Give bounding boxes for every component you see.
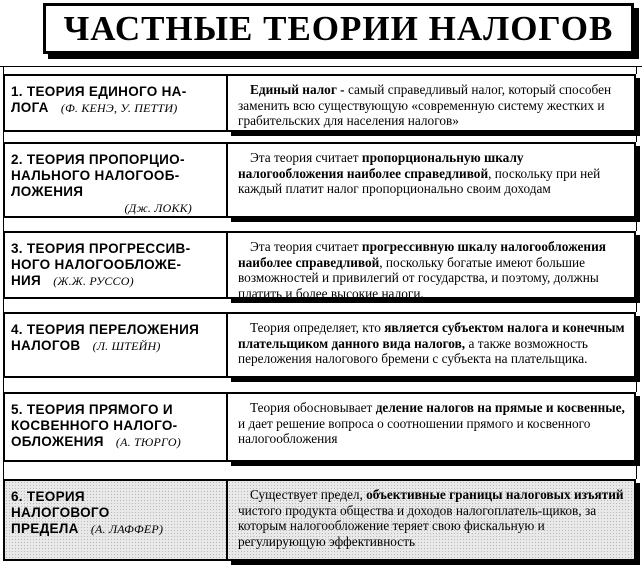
connector-line xyxy=(3,132,4,142)
description-text: , поскольку при ней каждый платит налог пропорционально своим доходам xyxy=(238,165,601,196)
theory-name-cell xyxy=(3,392,227,462)
theory-number: 4. xyxy=(11,322,27,337)
connector-line xyxy=(636,218,637,231)
theory-name-cell xyxy=(3,74,227,132)
theory-author: (А. ТЮРГО) xyxy=(115,435,181,449)
theory-name-line: НАЛЬНОГО НАЛОГООБ- xyxy=(11,168,180,183)
theory-description xyxy=(227,231,636,299)
theory-name-line: ПРЕДЕЛА xyxy=(11,521,79,536)
theory-name-cell xyxy=(3,312,227,378)
theory-name-line: ТЕОРИЯ ПРОПОРЦИО- xyxy=(26,152,185,167)
theory-name-line: ТЕОРИЯ ПЕРЕЛОЖЕНИЯ xyxy=(26,322,200,337)
connector-line xyxy=(636,132,637,142)
connector-line xyxy=(636,378,637,392)
connector-line xyxy=(3,299,4,312)
theory-author: (Л. ШТЕЙН) xyxy=(92,339,161,353)
theory-description xyxy=(227,392,636,462)
theory-description xyxy=(227,479,636,561)
theory-name-line: НИЯ xyxy=(11,273,42,288)
theory-name-line: НАЛОГОВОГО xyxy=(11,505,110,520)
description-text: Теория обосновывает xyxy=(250,400,376,415)
theory-name-line: НАЛОГОВ xyxy=(11,338,81,353)
theory-name-line: ЛОЖЕНИЯ xyxy=(11,184,84,199)
theory-name-line: НОГО НАЛОГООБЛОЖЕ- xyxy=(11,257,182,272)
theory-description xyxy=(227,312,636,378)
description-text: Эта теория считает xyxy=(250,150,362,165)
theory-name-cell xyxy=(3,231,227,299)
theory-number: 5. xyxy=(11,402,27,417)
theory-author: (Ж.Ж. РУССО) xyxy=(53,274,134,288)
theory-author: (Дж. ЛОКК) xyxy=(124,201,192,215)
description-text: , поскольку богатые имеют большие возможностей и привилегий от государства, и поэтому, должны платить и более высокие налоги. xyxy=(238,254,599,301)
description-emphasis: деление налогов на прямые и косвенные, xyxy=(375,400,625,415)
description-text: Теория определяет, кто xyxy=(250,320,385,335)
theory-name-line: ТЕОРИЯ ПРОГРЕССИВ- xyxy=(26,241,191,256)
connector-line xyxy=(636,299,637,312)
theory-author: (Ф. КЕНЭ, У. ПЕТТИ) xyxy=(60,101,178,115)
theory-name-line: ТЕОРИЯ xyxy=(26,489,85,504)
connector-line xyxy=(636,462,637,479)
description-text: Эта теория считает xyxy=(250,239,362,254)
connector-line xyxy=(3,378,4,392)
theory-name-line: ТЕОРИЯ ПРЯМОГО И xyxy=(26,402,173,417)
theory-name-line: ОБЛОЖЕНИЯ xyxy=(11,434,104,449)
description-emphasis: пропорциональную шкалу налогообложения наиболее справедливой xyxy=(238,150,524,181)
theory-number: 3. xyxy=(11,241,27,256)
description-emphasis: Единый налог - xyxy=(250,82,345,97)
theory-name-line: ЛОГА xyxy=(11,100,49,115)
connector-line xyxy=(636,66,637,74)
theory-row xyxy=(3,479,636,561)
description-text: самый справедливый налог, который способен заменить всю существующую «современную систему жестких и грабительских для населения налогов» xyxy=(238,82,612,128)
theory-name-line: КОСВЕННОГО НАЛОГО- xyxy=(11,418,178,433)
description-emphasis: объективные границы налоговых изъятий xyxy=(366,487,624,502)
theory-row xyxy=(3,74,636,132)
theory-row xyxy=(3,392,636,462)
description-emphasis: прогрессивную шкалу налогообложения наиболее справедливой xyxy=(238,239,606,270)
theory-number: 6. xyxy=(11,489,27,504)
description-text: а также возможность переложения налогового бремени с субъекта на плательщика. xyxy=(238,335,588,366)
theory-row xyxy=(3,312,636,378)
theory-row xyxy=(3,231,636,299)
description-text: Существует предел, xyxy=(250,487,367,502)
theory-row xyxy=(3,142,636,218)
description-text: чистого продукта общества и доходов налогоплатель-щиков, за которым налогообложение теряет свою фискальную и регулирующую эффективность xyxy=(238,502,597,549)
theory-number: 1. xyxy=(11,84,27,99)
page-title xyxy=(43,3,634,54)
title-text: ЧАСТНЫЕ ТЕОРИИ НАЛОГОВ xyxy=(63,8,614,48)
theory-description xyxy=(227,74,636,132)
theory-name-cell xyxy=(3,479,227,561)
theory-name-cell xyxy=(3,142,227,218)
top-connector-line xyxy=(0,66,642,67)
connector-line xyxy=(3,218,4,231)
connector-line xyxy=(3,66,4,74)
theory-author: (А. ЛАФФЕР) xyxy=(90,522,164,536)
theory-name-line: ТЕОРИЯ ЕДИНОГО НА- xyxy=(26,84,187,99)
description-text: и дает решение вопроса о соотношении прямого и косвенного налогообложения xyxy=(238,415,591,446)
description-emphasis: является субъектом налога и конечным плательщиком данного вида налогов, xyxy=(238,320,625,351)
theory-description xyxy=(227,142,636,218)
connector-line xyxy=(3,462,4,479)
theory-number: 2. xyxy=(11,152,27,167)
